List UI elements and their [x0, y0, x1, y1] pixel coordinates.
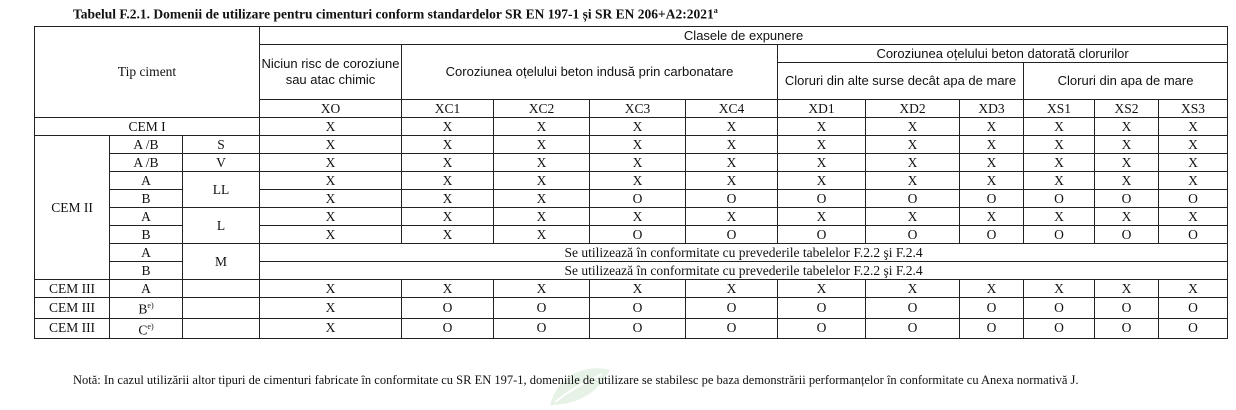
- cell: X: [494, 208, 590, 226]
- class-xs1: XS1: [1024, 100, 1095, 118]
- class-xs3: XS3: [1159, 100, 1228, 118]
- class-xc4: XC4: [686, 100, 778, 118]
- row-sub: [110, 298, 183, 319]
- cell: O: [778, 298, 866, 319]
- cell: X: [686, 208, 778, 226]
- row-type-empty: [183, 318, 260, 339]
- cell: O: [778, 318, 866, 339]
- cell: X: [1024, 118, 1095, 136]
- class-xo: XO: [260, 100, 402, 118]
- cell: X: [1095, 118, 1159, 136]
- cell: X: [778, 118, 866, 136]
- cell: X: [686, 154, 778, 172]
- header-clasele: Clasele de expunere: [260, 27, 1228, 45]
- cell: O: [686, 298, 778, 319]
- cell: X: [866, 154, 960, 172]
- cell: X: [590, 154, 686, 172]
- cell: X: [1024, 136, 1095, 154]
- table-row: [35, 244, 1228, 262]
- cell: X: [402, 226, 494, 244]
- cell: X: [590, 118, 686, 136]
- row-sub-text: C: [138, 322, 148, 337]
- cell: X: [778, 208, 866, 226]
- row-sub: A: [110, 172, 183, 190]
- cell: O: [1159, 226, 1228, 244]
- cell: X: [402, 172, 494, 190]
- cell: X: [260, 280, 402, 298]
- cell: X: [590, 172, 686, 190]
- row-sub: B: [110, 190, 183, 208]
- cell: X: [686, 280, 778, 298]
- cell: X: [402, 280, 494, 298]
- cell: O: [494, 318, 590, 339]
- cell: O: [402, 318, 494, 339]
- row-label-cem2: CEM II: [35, 136, 110, 280]
- cell: O: [1159, 318, 1228, 339]
- class-xs2: XS2: [1095, 100, 1159, 118]
- header-tip-ciment: Tip ciment: [35, 27, 260, 118]
- cell: O: [866, 318, 960, 339]
- cell: O: [686, 226, 778, 244]
- class-xc3: XC3: [590, 100, 686, 118]
- cell: X: [260, 226, 402, 244]
- row-type: L: [183, 208, 260, 244]
- cell: X: [402, 136, 494, 154]
- cell: X: [1024, 280, 1095, 298]
- row-sub: B: [110, 262, 183, 280]
- span-note-cell: Se utilizează în conformitate cu prevederile tabelelor F.2.2 şi F.2.4: [260, 262, 1228, 280]
- cell: X: [778, 172, 866, 190]
- footnote: Notă: In cazul utilizării altor tipuri de cimenturi fabricate în conformitate cu SR EN 197-1, domeniile de utilizare se stabilesc pe baza demonstrării performanțelor în conformitate cu Anexa normativă J.: [73, 373, 1079, 387]
- table-title-sup: a: [713, 6, 718, 15]
- row-type-empty: [183, 280, 260, 298]
- cell: X: [1095, 172, 1159, 190]
- cell: O: [1024, 226, 1095, 244]
- cell: X: [260, 208, 402, 226]
- row-sub: A: [110, 208, 183, 226]
- cell: X: [686, 118, 778, 136]
- cell: X: [494, 226, 590, 244]
- row-type-empty: [183, 298, 260, 319]
- cell: O: [590, 190, 686, 208]
- cell: X: [866, 136, 960, 154]
- cell: X: [494, 280, 590, 298]
- row-sub: B: [110, 226, 183, 244]
- cell: X: [1159, 280, 1228, 298]
- class-xc2: XC2: [494, 100, 590, 118]
- cell: X: [590, 136, 686, 154]
- cell: O: [686, 190, 778, 208]
- table-title-text: Tabelul F.2.1. Domenii de utilizare pentru cimenturi conform standardelor SR EN 197-1 și SR EN 206+A2:2021: [73, 6, 714, 22]
- footnote-marker: e): [147, 321, 154, 331]
- cell: X: [1095, 136, 1159, 154]
- row-sub: A /B: [110, 154, 183, 172]
- class-xc1: XC1: [402, 100, 494, 118]
- cell: X: [402, 154, 494, 172]
- class-xd2: XD2: [866, 100, 960, 118]
- cell: X: [778, 136, 866, 154]
- cell: O: [1095, 298, 1159, 319]
- cell: X: [866, 280, 960, 298]
- cell: O: [1095, 318, 1159, 339]
- row-sub-text: B: [138, 301, 148, 317]
- row-sub: A /B: [110, 136, 183, 154]
- header-cloruri: Coroziunea oțelului beton datorată clorurilor: [778, 45, 1228, 63]
- cell: O: [1095, 226, 1159, 244]
- row-type: LL: [183, 172, 260, 208]
- cell: O: [960, 318, 1024, 339]
- row-type: V: [183, 154, 260, 172]
- cell: X: [494, 154, 590, 172]
- row-sub: [110, 318, 183, 339]
- cell: O: [1095, 190, 1159, 208]
- cell: O: [494, 298, 590, 319]
- cell: O: [590, 318, 686, 339]
- cell: O: [1024, 190, 1095, 208]
- cell: X: [778, 280, 866, 298]
- cement-usage-table: [34, 26, 1228, 339]
- cell: X: [866, 172, 960, 190]
- cell: X: [494, 172, 590, 190]
- cell: X: [402, 118, 494, 136]
- cell: X: [1159, 118, 1228, 136]
- class-xd3: XD3: [960, 100, 1024, 118]
- row-type: S: [183, 136, 260, 154]
- cell: O: [1159, 190, 1228, 208]
- cell: O: [590, 298, 686, 319]
- header-cloruri-mare: Cloruri din apa de mare: [1024, 63, 1228, 100]
- row-sub: A: [110, 280, 183, 298]
- table-row: [35, 154, 1228, 172]
- footnote-marker: e): [147, 301, 154, 310]
- cell: O: [590, 226, 686, 244]
- cell: X: [960, 208, 1024, 226]
- cell: O: [866, 298, 960, 319]
- row-label-cem3: CEM III: [35, 318, 110, 339]
- table-title: [73, 6, 718, 23]
- header-carbonatare: Coroziunea oțelului beton indusă prin carbonatare: [402, 45, 778, 100]
- cell: X: [1095, 280, 1159, 298]
- cell: X: [1159, 208, 1228, 226]
- cell: X: [260, 136, 402, 154]
- cell: X: [1159, 136, 1228, 154]
- cell: X: [494, 136, 590, 154]
- table-row: [35, 298, 1228, 319]
- row-label-cem1: CEM I: [35, 118, 260, 136]
- cell: X: [260, 318, 402, 339]
- row-label-cem3: CEM III: [35, 298, 110, 319]
- cell: X: [402, 190, 494, 208]
- row-type: M: [183, 244, 260, 280]
- cell: X: [960, 136, 1024, 154]
- cell: X: [260, 190, 402, 208]
- cell: X: [866, 208, 960, 226]
- table-row: [35, 280, 1228, 298]
- cell: X: [960, 172, 1024, 190]
- cell: X: [960, 154, 1024, 172]
- cell: X: [1095, 154, 1159, 172]
- cell: X: [260, 298, 402, 319]
- header-niciun-risc: Niciun risc de coroziune sau atac chimic: [260, 45, 402, 100]
- cell: O: [778, 190, 866, 208]
- cell: X: [260, 172, 402, 190]
- cell: O: [960, 190, 1024, 208]
- table-row: [35, 136, 1228, 154]
- cell: X: [1024, 172, 1095, 190]
- row-sub: A: [110, 244, 183, 262]
- cell: X: [590, 208, 686, 226]
- cell: O: [778, 226, 866, 244]
- cell: O: [960, 298, 1024, 319]
- cell: O: [1159, 298, 1228, 319]
- cell: X: [686, 136, 778, 154]
- cell: O: [866, 226, 960, 244]
- cell: X: [1095, 208, 1159, 226]
- cell: O: [1024, 318, 1095, 339]
- class-xd1: XD1: [778, 100, 866, 118]
- cell: X: [590, 280, 686, 298]
- cell: X: [960, 280, 1024, 298]
- cell: O: [686, 318, 778, 339]
- cell: O: [402, 298, 494, 319]
- table-row: [35, 208, 1228, 226]
- cell: X: [494, 118, 590, 136]
- cell: X: [686, 172, 778, 190]
- cell: X: [494, 190, 590, 208]
- table-row: [35, 118, 1228, 136]
- cell: O: [866, 190, 960, 208]
- cell: O: [1024, 298, 1095, 319]
- cell: X: [960, 118, 1024, 136]
- cell: O: [960, 226, 1024, 244]
- table-row: [35, 318, 1228, 339]
- cell: X: [866, 118, 960, 136]
- cell: X: [1159, 154, 1228, 172]
- cell: X: [260, 154, 402, 172]
- cell: X: [778, 154, 866, 172]
- cell: X: [1159, 172, 1228, 190]
- cell: X: [1024, 208, 1095, 226]
- row-label-cem3: CEM III: [35, 280, 110, 298]
- cell: X: [402, 208, 494, 226]
- table-row: [35, 172, 1228, 190]
- header-cloruri-alte: Cloruri din alte surse decât apa de mare: [778, 63, 1024, 100]
- span-note-cell: Se utilizează în conformitate cu prevederile tabelelor F.2.2 şi F.2.4: [260, 244, 1228, 262]
- cell: X: [260, 118, 402, 136]
- cell: X: [1024, 154, 1095, 172]
